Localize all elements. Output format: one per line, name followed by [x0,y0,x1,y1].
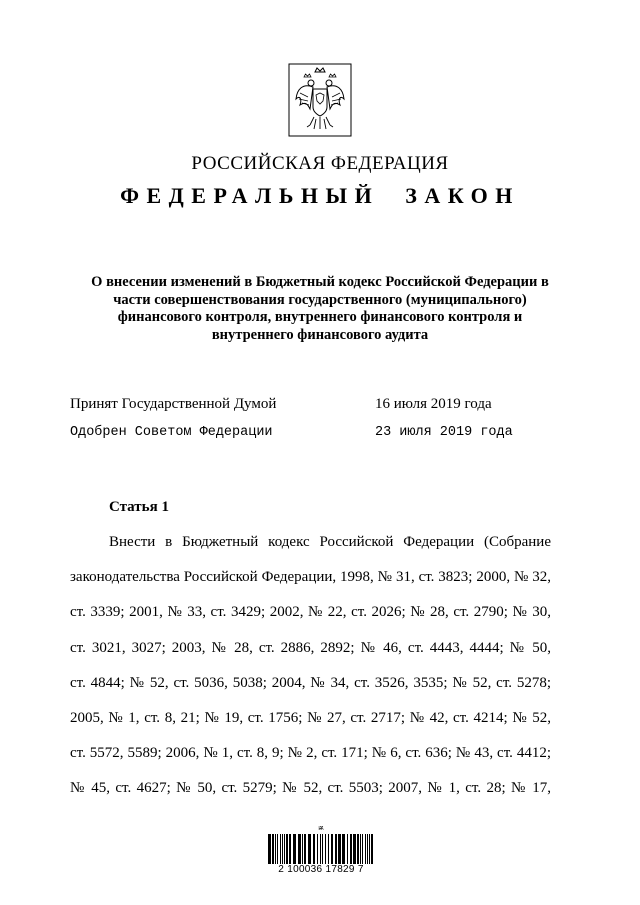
barcode-bar [362,834,363,864]
law-title-line: финансового контроля, внутреннего финансового контроля и [117,309,523,326]
article-line: ст. 4844; № 52, ст. 5036, 5038; 2004, № 34, ст. 3526, 3535; № 52, ст. 5278; [70,674,551,691]
adoption-duma-date: 16 июля 2019 года [375,396,492,412]
barcode-bar [313,834,315,864]
barcode-bar [350,834,352,864]
document-type [0,183,640,209]
barcode-bar [353,834,356,864]
article-line: 2005, № 1, ст. 8, 21; № 19, ст. 1756; № 27, ст. 2717; № 42, ст. 4214; № 52, [70,709,551,726]
adoption-duma-label: Принят Государственной Думой [70,396,277,412]
adoption-council-date: 23 июля 2019 года [375,425,513,440]
article-line: Внести в Бюджетный кодекс Российской Федерации (Собрание [109,534,551,550]
law-title-line: О внесении изменений в Бюджетный кодекс Российской Федерации в [91,274,549,290]
article-body [70,530,551,812]
barcode-bar [275,834,276,864]
barcode-bar [282,834,283,864]
barcode-bar [369,834,370,864]
barcode-bar [289,834,291,864]
barcode-number: 2 100036 17829 7 [278,864,364,875]
barcode-bar [335,834,337,864]
article-line: ст. 3339; 2001, № 33, ст. 3429; 2002, № 22, ст. 2026; № 28, ст. 2790; № 30, [70,604,551,621]
barcode-bar [268,834,271,864]
barcode-bar [286,834,288,864]
article-line: № 45, ст. 4627; № 50, ст. 5279; № 52, ст. 5503; 2007, № 1, ст. 28; № 17, [70,780,551,797]
barcode-bar [322,834,323,864]
barcode-bar [277,834,278,864]
article-line: ст. 5572, 5589; 2006, № 1, ст. 8, 9; № 2, ст. 171; № 6, ст. 636; № 43, ст. 4412; [70,745,551,762]
barcode-bar [284,834,285,864]
barcode-bars [268,834,374,864]
document-type-word1: ФЕДЕРАЛЬНЫЙ [120,183,380,208]
law-title-line: части совершенствования государственного (муниципального) [113,291,527,308]
law-title-line: внутреннего финансового аудита [211,326,429,343]
barcode-bar [317,834,318,864]
article-line: ст. 3021, 3027; 2003, № 28, ст. 2886, 2892; № 46, ст. 4443, 4444; № 50, [70,639,551,656]
barcode-bar [298,834,301,864]
article-title: Статья 1 [109,499,169,515]
barcode-bar [371,834,373,864]
law-title [70,274,570,344]
barcode-bar [342,834,345,864]
barcode-bar [331,834,333,864]
russian-coat-of-arms-icon [288,63,352,137]
barcode-bar [304,834,306,864]
barcode-bar [293,834,296,864]
barcode-bar [357,834,359,864]
article-line: законодательства Российской Федерации, 1998, № 31, ст. 3823; 2000, № 32, [70,569,551,586]
barcode-bar [365,834,366,864]
barcode-bar [328,834,329,864]
barcode-bar [308,834,311,864]
barcode-bar [338,834,341,864]
barcode-bar [280,834,281,864]
document-type-word2: ЗАКОН [405,183,520,208]
country-name: РОССИЙСКАЯ ФЕДЕРАЦИЯ [191,153,449,174]
barcode-bar [320,834,321,864]
barcode-bar [360,834,361,864]
barcode-small-text: Ѭ [318,826,324,832]
barcode-bar [272,834,274,864]
barcode-bar [347,834,348,864]
barcode [265,826,377,878]
adoption-council-label: Одобрен Советом Федерации [70,425,273,440]
barcode-bar [367,834,368,864]
barcode-bar [302,834,303,864]
barcode-bar [325,834,326,864]
